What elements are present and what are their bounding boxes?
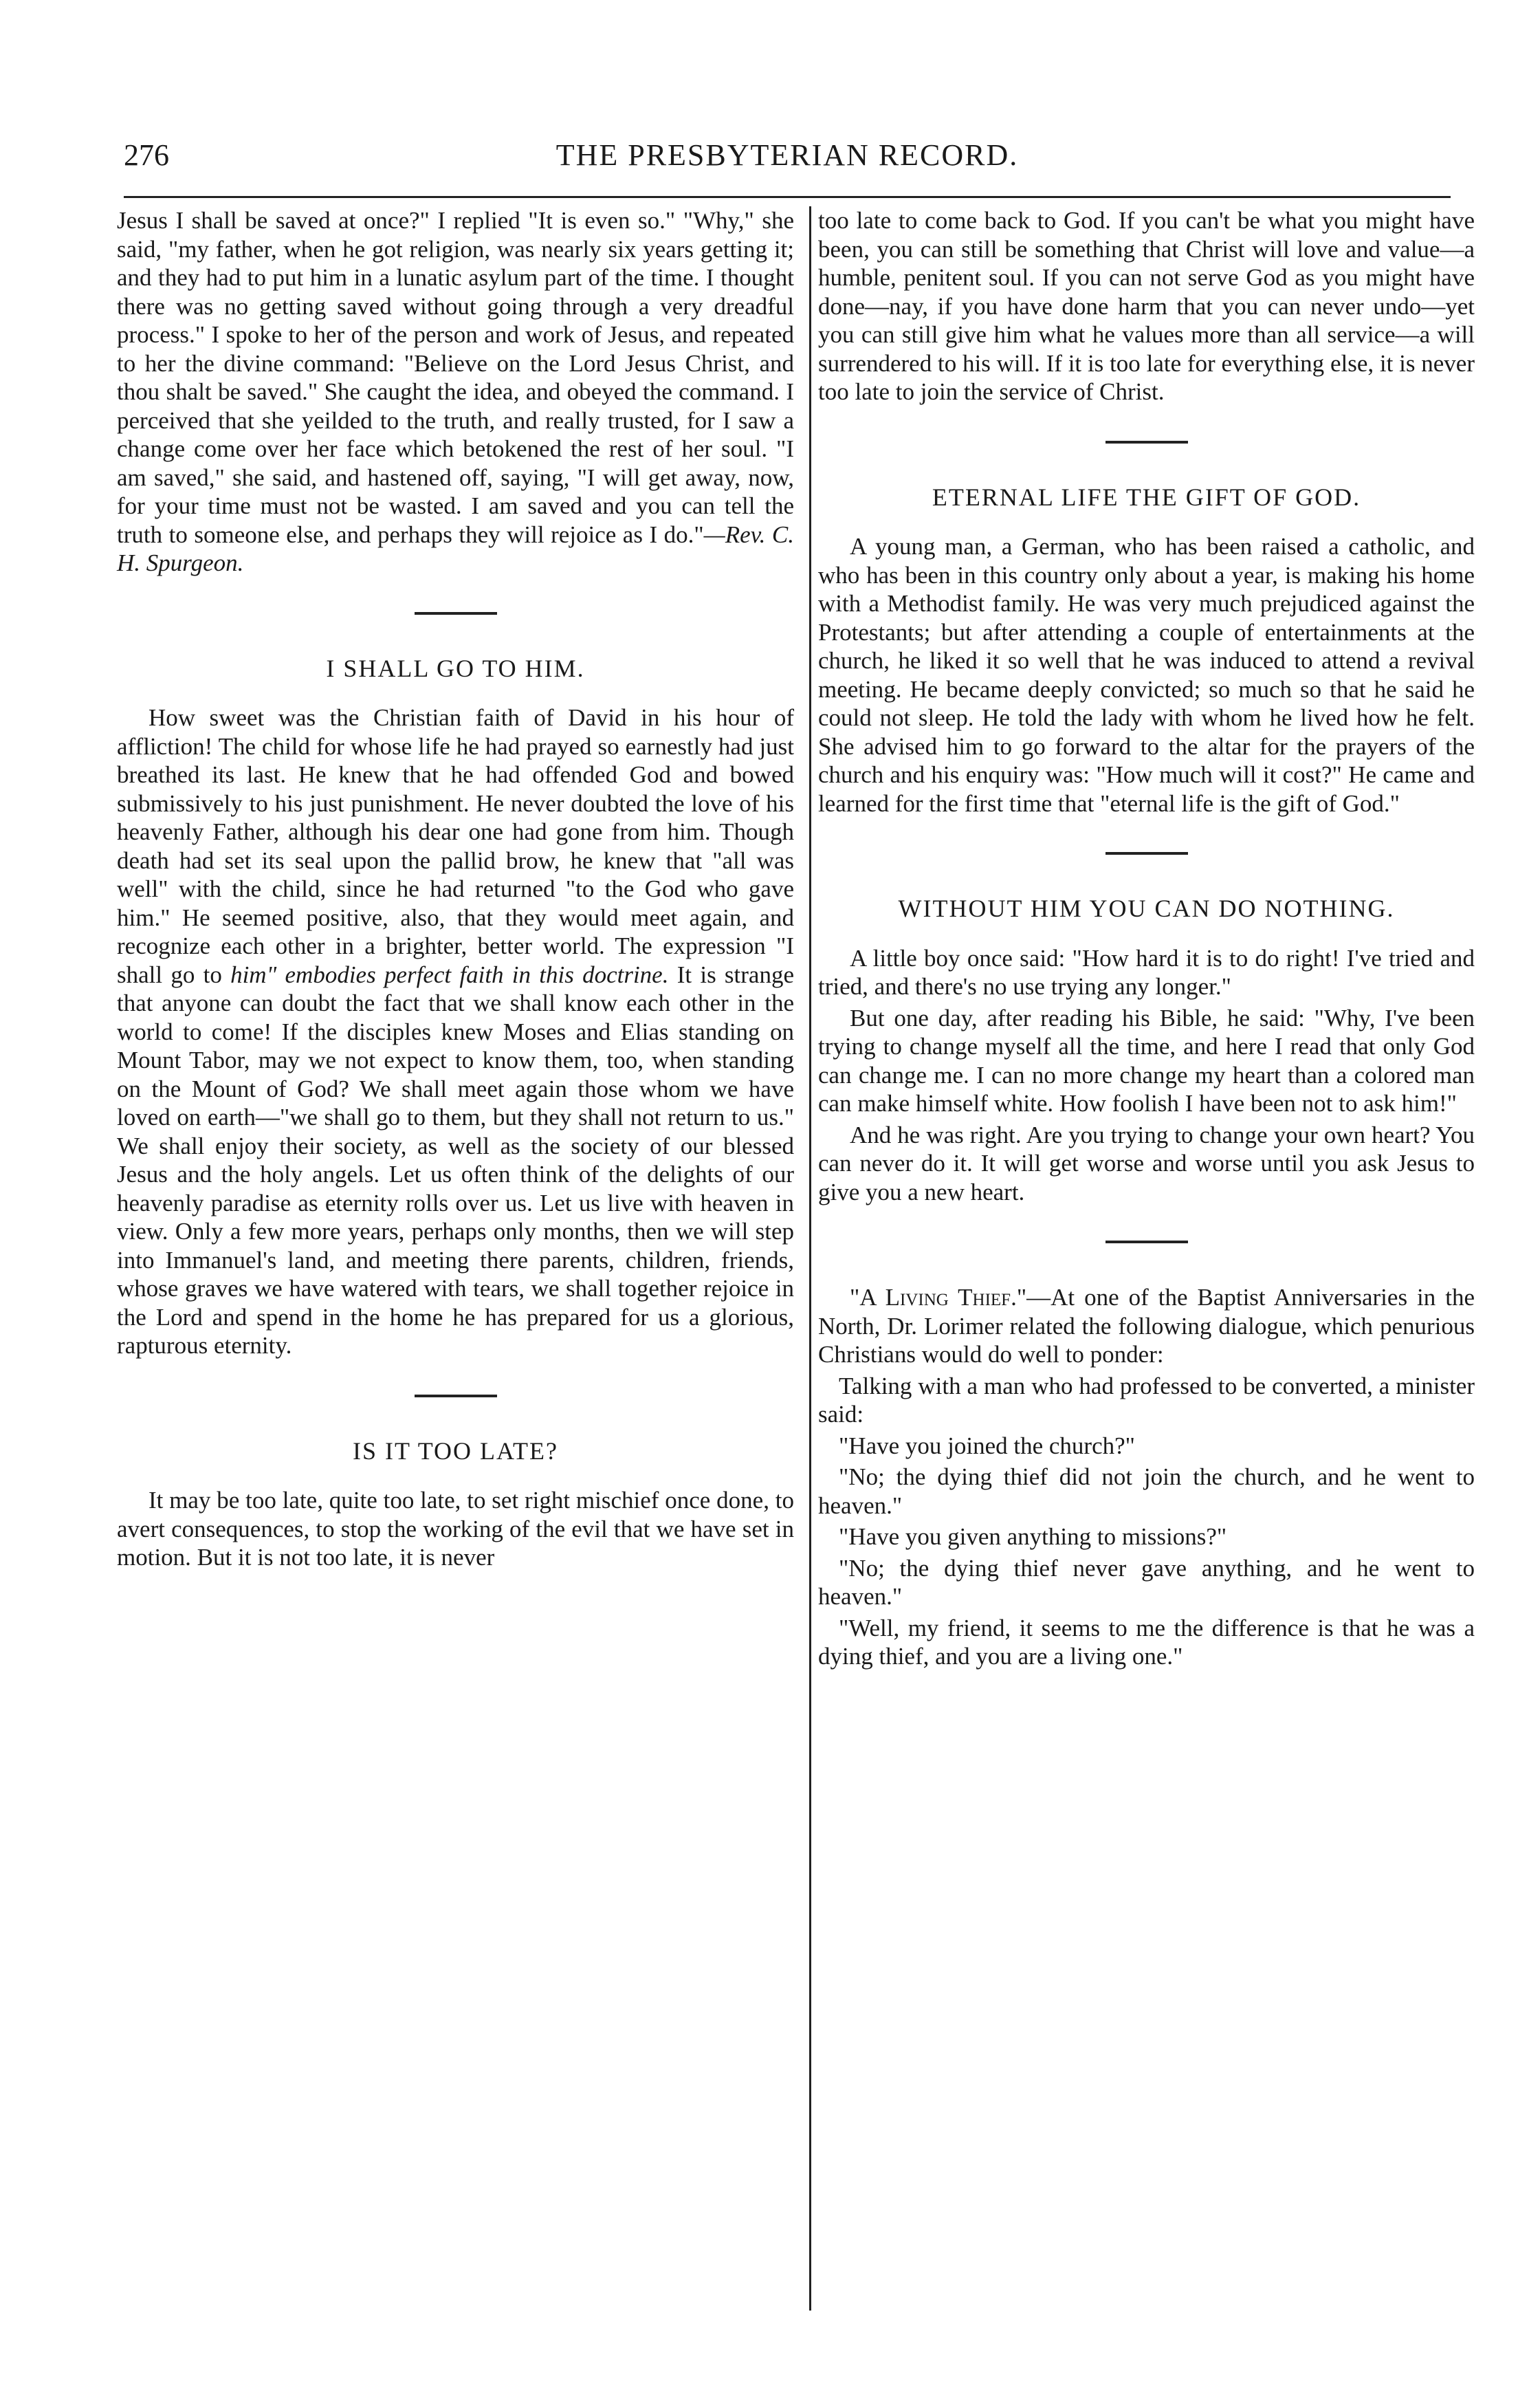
body-text: It is strange that anyone can doubt the fact that we shall know each other in the world to come! If the disciples knew Moses and Elias standing on Mount Tabor, may we not expect to know them, too, when standing on the Mount of God? We shall meet again those whom we have loved on earth—"we shall go to them, but they shall not return to us." We shall enjoy their society, as well as the society of our blessed Jesus and the holy angels. Let us often think of the delights of our heavenly paradise as eternity rolls over us. Let us live with heaven in view. Only a few more years, perhaps only months, then we will step into Immanuel's land, and meeting there parents, children, friends, whose graves we have watered with tears, we shall together rejoice in the Lord and spend in the home he has prepared for us a glorious, rapturous eternity.: [117, 961, 795, 1359]
running-head: THE PRESBYTERIAN RECORD.: [556, 138, 1019, 172]
section-divider: [1106, 1241, 1188, 1243]
dialogue-line: Talking with a man who had professed to be converted, a minister said:: [818, 1372, 1475, 1428]
page-header: [124, 138, 1451, 186]
intro-paragraph: [117, 206, 794, 578]
section-divider: [1106, 852, 1188, 855]
left-column: [117, 206, 794, 1575]
section-body-without-him-2: But one day, after reading his Bible, he said: "Why, I've been trying to change myself all the time, and here I read that only God can change me. I can no more change my heart than a colored man can make himself white. How foolish I have been not to ask him!": [818, 1004, 1475, 1117]
section-divider: [415, 612, 497, 615]
column-divider: [809, 206, 811, 2311]
right-column: [818, 206, 1475, 1674]
section-body-eternal-life: A young man, a German, who has been raised a catholic, and who has been in this country only about a year, is making his home with a Methodist family. He was very much prejudiced against the Protestants; but after attending a couple of entertainments at the church, he liked it so well that he was induced to attend a revival meeting. He became deeply convicted; so much so that he said he could not sleep. He told the lady with whom he lived how he felt. She advised him to go forward to the altar for the prayers of the church and his enquiry was: "How much will it cost?" He came and learned for the first time that "eternal life is the gift of God.": [818, 533, 1475, 817]
section-divider: [415, 1395, 497, 1397]
living-thief-title: "A Living Thief.": [850, 1284, 1027, 1311]
intro-attribution: —Rev. C. H. Spurgeon.: [117, 521, 794, 576]
intro-text: Jesus I shall be saved at once?" I replied "It is even so." "Why," she said, "my father, when he got religion, was nearly six years getting it; and they had to put him in a lunatic asylum part of the time. I thought there was no getting saved without going through a very dreadful process." I spoke to her of the person and work of Jesus, and repeated to her the divine command: "Believe on the Lord Jesus Christ, and thou shalt be saved." She caught the idea, and obeyed the command. I perceived that she yeilded to the truth, and really trusted, for I saw a change come over her face which betokened the rest of her soul. "I am saved," she said, and hastened off, saying, "I will get away, now, for your time must not be wasted. I am saved and you can tell the truth to someone else, and perhaps they will rejoice as I do.": [117, 207, 794, 548]
section-heading-i-shall-go-to-him: I SHALL GO TO HIM.: [326, 654, 585, 682]
section-body-without-him-3: And he was right. Are you trying to change your own heart? You can never do it. It will get worse and worse until you ask Jesus to give you a new heart.: [818, 1121, 1475, 1205]
section-body-i-shall-go-to-him: [117, 703, 794, 1360]
dialogue: [818, 1372, 1475, 1671]
dialogue-line: "No; the dying thief never gave anything, and he went to heaven.": [818, 1554, 1475, 1610]
page-number: 276: [124, 138, 169, 172]
emphasis-text: him" embodies perfect faith in this doctrine.: [230, 961, 669, 988]
section-divider: [1106, 441, 1188, 444]
section-body-living-thief-intro: [818, 1283, 1475, 1369]
dialogue-line: "Well, my friend, it seems to me the difference is that he was a dying thief, and you are a living one.": [818, 1614, 1475, 1670]
continuation-paragraph: too late to come back to God. If you can't be what you might have been, you can still be something that Christ will love and value—a humble, penitent soul. If you can not serve God as you might have done—nay, if you have done harm that you can never undo—yet you can still give him what he values more than all service—a will surrendered to his will. If it is too late for everything else, it is never too late to join the service of Christ.: [818, 207, 1475, 405]
section-heading-eternal-life: ETERNAL LIFE THE GIFT OF GOD.: [932, 483, 1361, 511]
header-rule: [124, 196, 1451, 198]
dialogue-line: "Have you given anything to missions?": [839, 1523, 1227, 1550]
section-heading-without-him: WITHOUT HIM YOU CAN DO NOTHING.: [898, 895, 1395, 922]
section-body-is-it-too-late: It may be too late, quite too late, to set right mischief once done, to avert consequences, to stop the working of the evil that we have set in motion. But it is not too late, it is never: [117, 1487, 794, 1571]
living-thief-intro-text: —At one of the Baptist Anniversaries in the North, Dr. Lorimer related the following dialogue, which penurious Christians would do well to ponder:: [818, 1284, 1475, 1368]
dialogue-line: "No; the dying thief did not join the church, and he went to heaven.": [818, 1463, 1475, 1519]
section-body-without-him-1: A little boy once said: "How hard it is to do right! I've tried and tried, and there's no use trying any longer.": [818, 944, 1475, 1000]
dialogue-line: "Have you joined the church?": [839, 1432, 1135, 1459]
section-heading-is-it-too-late: IS IT TOO LATE?: [353, 1437, 558, 1465]
body-text: How sweet was the Christian faith of David in his hour of affliction! The child for whose life he had prayed so earnestly had just breathed its last. He knew that he had offended God and bowed submissively to his just punishment. He never doubted the love of his heavenly Father, although his dear one had gone from him. Though death had set its seal upon the pallid brow, he knew that "all was well" with the child, since he had returned "to the God who gave him." He seemed positive, also, that they would meet again, and recognize each other in a brighter, better world. The expression "I shall go to: [117, 704, 794, 988]
